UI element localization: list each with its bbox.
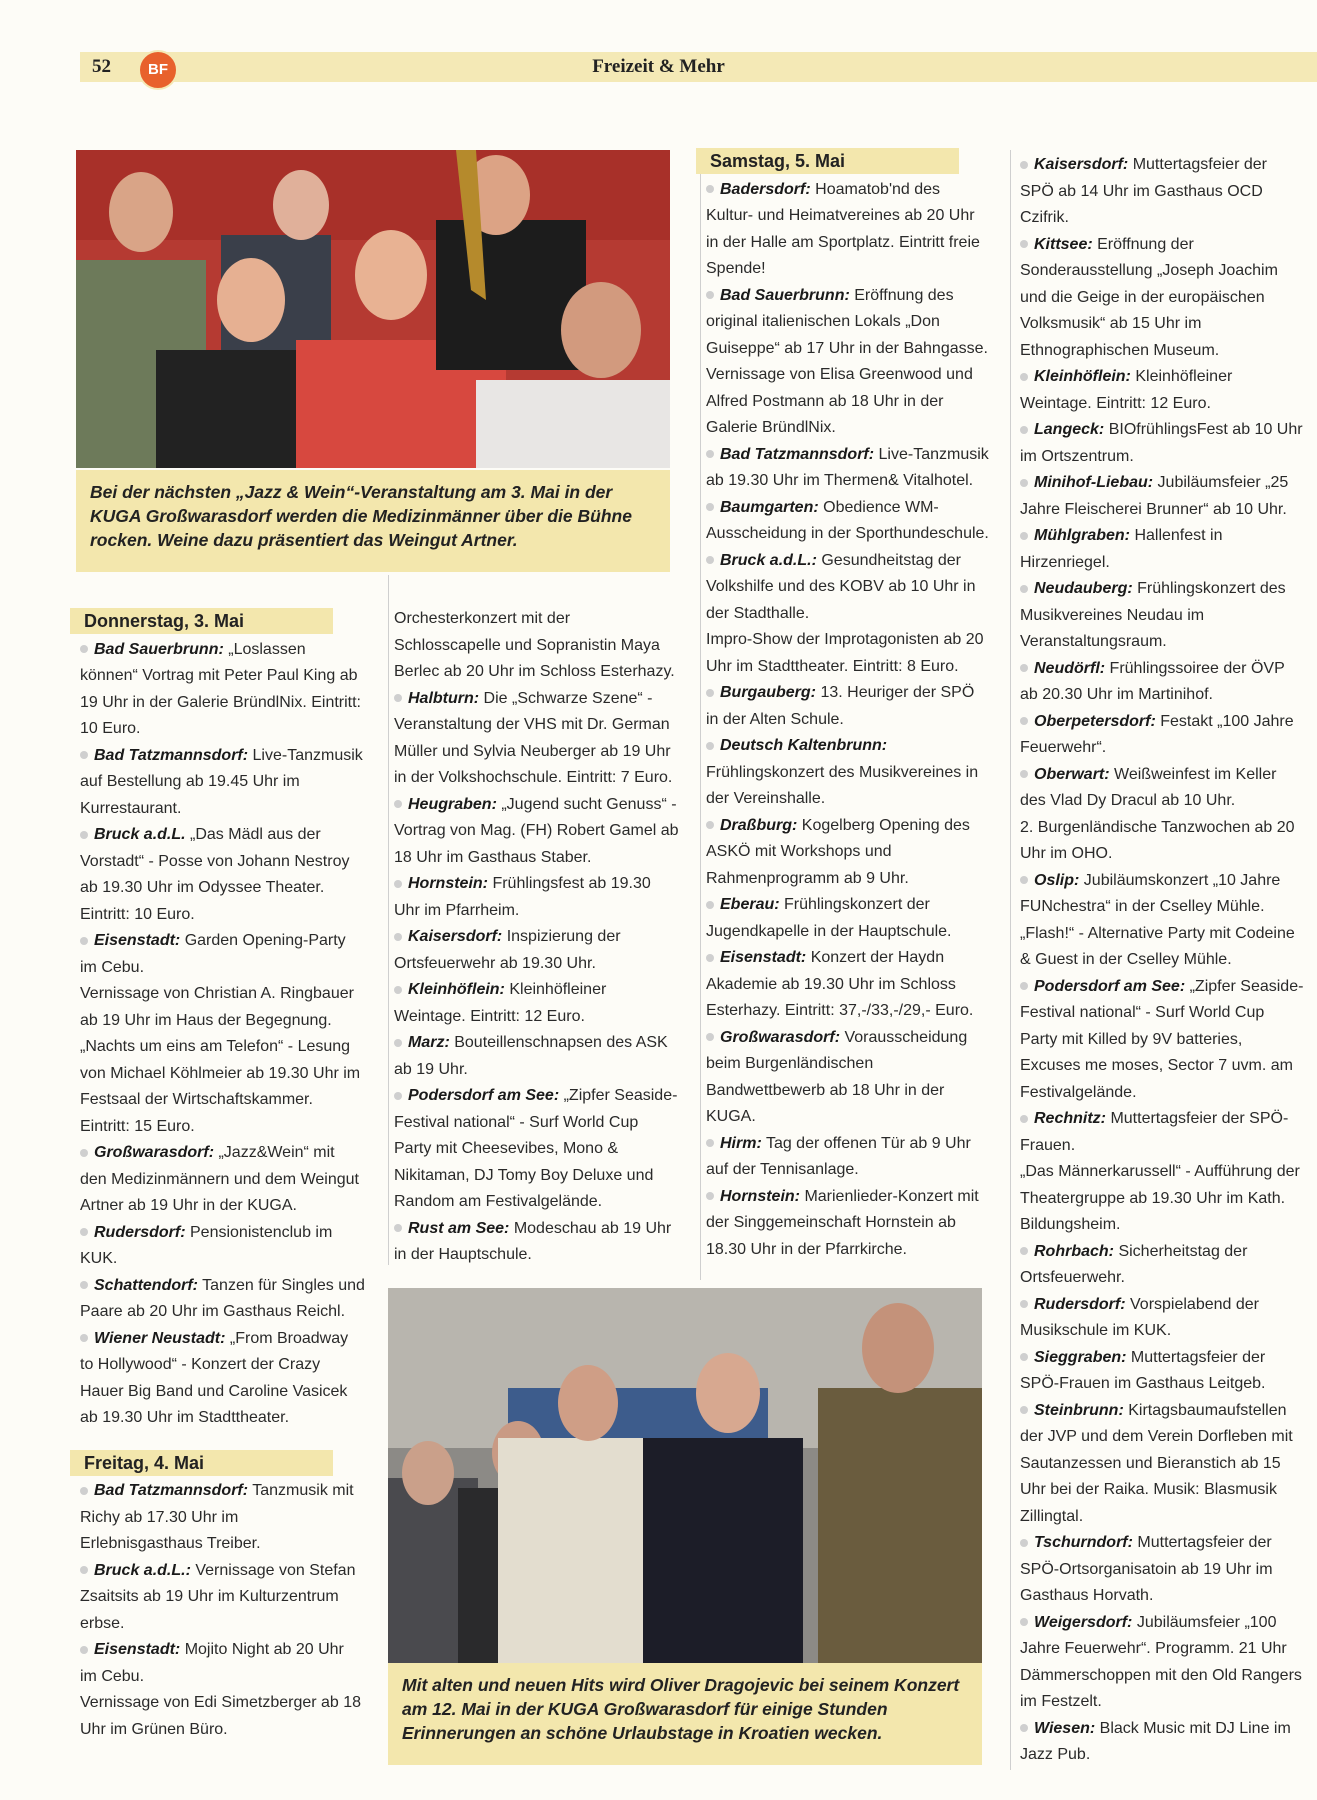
event-text: Pensionistenclub im KUK. (80, 1223, 333, 1267)
event-text: Tag der offenen Tür ab 9 Uhr auf der Tennisanlage. (706, 1134, 971, 1178)
event-place: Langeck: (1034, 421, 1105, 438)
event-text: Vernissage von Edi Simetzberger ab 18 Uhr im Grünen Büro. (80, 1694, 362, 1738)
event-entry (394, 924, 679, 977)
event-entry (80, 1326, 365, 1432)
event-place: Bruck a.d.L.: (94, 1561, 191, 1579)
bullet-dot-icon (1020, 770, 1028, 778)
band-photo-1 (76, 150, 670, 468)
event-place: Tschurndorf: (1034, 1534, 1133, 1551)
bullet-dot-icon (1020, 479, 1028, 487)
event-place: Schattendorf: (94, 1276, 198, 1294)
event-entry (80, 1690, 365, 1743)
event-place: Rudersdorf: (1034, 1295, 1126, 1313)
event-entry (394, 792, 679, 872)
event-text: 2. Burgenländische Tanzwochen ab 20 Uhr im OHO. (1020, 818, 1295, 862)
event-entry (394, 1216, 679, 1269)
event-text: Gesundheitstag der Volkshilfe und des KOBV ab 10 Uhr in der Stadthalle. (706, 551, 976, 622)
events-column-1 (80, 608, 365, 1743)
events-column-3 (706, 148, 991, 1263)
event-text: „Das Mädl aus der Vorstadt“ - Posse von Johann Nestroy ab 19.30 Uhr im Odyssee Theater. Eintritt: 10 Euro. (80, 826, 350, 923)
event-text: Die „Schwarze Szene“ - Veranstaltung der VHS mit Dr. German Müller und Sylvia Neuberger ab 19 Uhr in der Volkshochschule. Eintritt: 7 Euro. (394, 689, 673, 786)
event-text: Frühlingskonzert des Musikvereines Neudau im Veranstaltungsraum. (1020, 580, 1286, 650)
bullet-dot-icon (394, 1039, 402, 1047)
bullet-dot-icon (394, 986, 402, 994)
event-place: Weigersdorf: (1034, 1613, 1133, 1631)
event-place: Hornstein: (408, 875, 488, 892)
event-entry (1020, 1716, 1305, 1769)
event-entry (1020, 762, 1305, 815)
event-entry (394, 606, 679, 686)
bullet-dot-icon (394, 1092, 402, 1100)
event-place: Podersdorf am See: (408, 1087, 560, 1104)
bullet-dot-icon (80, 1646, 88, 1654)
event-entry (1020, 576, 1305, 656)
event-text: Muttertagsfeier der SPÖ-Ortsorganisatoin ab 19 Uhr im Gasthaus Horvath. (1020, 1534, 1273, 1604)
event-entry (706, 680, 991, 733)
event-entry (394, 686, 679, 792)
photo-2-caption: Mit alten und neuen Hits wird Oliver Dragojevic bei seinem Konzert am 12. Mai in der KUGA Großwarasdorf für einige Stunden Erinnerungen an schöne Urlaubstage in Kroatien wecken. (388, 1663, 982, 1765)
event-text: Hallenfest in Hirzenriegel. (1020, 527, 1223, 571)
bullet-dot-icon (706, 821, 714, 829)
bullet-dot-icon (706, 503, 714, 511)
bullet-dot-icon (394, 694, 402, 702)
event-entry (1020, 709, 1305, 762)
event-text: Eröffnung des original italienischen Lokals „Don Guiseppe“ ab 17 Uhr in der Bahngasse. (706, 286, 988, 357)
event-text: Kogelberg Opening des ASKÖ mit Workshops und Rahmenprogramm ab 9 Uhr. (706, 816, 970, 887)
bullet-dot-icon (80, 1334, 88, 1342)
event-text: Frühlingssoiree der ÖVP ab 20.30 Uhr im Martinihof. (1020, 659, 1285, 703)
section-title: Freizeit & Mehr (592, 56, 725, 77)
event-place: Marz: (408, 1034, 450, 1051)
event-place: Kleinhöflein: (1034, 368, 1131, 385)
event-entry (1020, 1345, 1305, 1398)
event-entry (706, 177, 991, 283)
event-entry (80, 981, 365, 1034)
event-text: Black Music mit DJ Line im Jazz Pub. (1020, 1719, 1291, 1763)
event-place: Oberwart: (1034, 765, 1110, 783)
events-column-4 (1020, 152, 1305, 1769)
event-place: Bad Tatzmannsdorf: (720, 445, 875, 463)
event-text: Vorausscheidung beim Burgenländischen Bandwettbewerb ab 18 Uhr in der KUGA. (706, 1028, 968, 1125)
event-entry (80, 928, 365, 981)
event-text: Konzert der Haydn Akademie ab 19.30 Uhr im Schloss Esterhazy. Eintritt: 37,-/33,-/29,- Euro. (706, 949, 974, 1019)
event-place: Bruck a.d.L.: (720, 551, 817, 569)
event-text: „Zipfer Seaside-Festival national“ - Surf World Cup Party mit Killed by 9V batteries, Excuses me moses, Sector 7 uvm. am Festivalgelände. (1020, 977, 1304, 1101)
event-place: Badersdorf: (720, 180, 811, 198)
event-entry (80, 1273, 365, 1326)
event-entry (80, 1220, 365, 1273)
bullet-dot-icon (706, 1139, 714, 1147)
event-place: Großwarasdorf: (94, 1144, 215, 1161)
event-entry (1020, 1106, 1305, 1159)
column-divider (700, 150, 701, 1280)
event-place: Rudersdorf: (94, 1223, 186, 1241)
day-heading: Samstag, 5. Mai (696, 148, 959, 174)
event-entry (1020, 1530, 1305, 1610)
event-entry (706, 1025, 991, 1131)
bullet-dot-icon (1020, 373, 1028, 381)
event-entry (1020, 815, 1305, 868)
bullet-dot-icon (1020, 532, 1028, 540)
event-place: Heugraben: (408, 795, 497, 813)
bullet-dot-icon (80, 831, 88, 839)
event-place: Draßburg: (720, 816, 798, 834)
event-text: Impro-Show der Improtagonisten ab 20 Uhr im Stadttheater. Eintritt: 8 Euro. (706, 631, 984, 675)
event-text: Vernissage von Elisa Greenwood und Alfred Postmann ab 18 Uhr in der Galerie BründlNix. (706, 366, 973, 436)
event-entry (1020, 364, 1305, 417)
event-text: Frühlingskonzert des Musikvereines in der Vereinshalle. (706, 763, 979, 807)
event-entry (706, 1131, 991, 1184)
event-place: Eisenstadt: (94, 932, 181, 949)
event-text: Jubiläumsfeier „100 Jahre Feuerwehr“. Programm. 21 Uhr Dämmerschoppen mit den Old Rangers im Festzelt. (1020, 1613, 1302, 1710)
event-entry (1020, 656, 1305, 709)
event-entry (1020, 152, 1305, 232)
event-entry (1020, 232, 1305, 365)
event-entry (706, 945, 991, 1025)
event-entry (80, 1478, 365, 1558)
event-text: Muttertagsfeier der SPÖ-Frauen. (1020, 1110, 1289, 1154)
bullet-dot-icon (80, 1566, 88, 1574)
event-place: Kleinhöflein: (408, 981, 505, 998)
event-entry (706, 1184, 991, 1264)
event-entry (394, 1083, 679, 1216)
bullet-dot-icon (706, 954, 714, 962)
event-text: „Loslassen können“ Vortrag mit Peter Paul King ab 19 Uhr in der Galerie BründlNix. Eintritt: 10 Euro. (80, 640, 361, 737)
event-text: Kleinhöfleiner Weintage. Eintritt: 12 Euro. (1020, 368, 1233, 412)
event-entry (394, 1030, 679, 1083)
event-entry (1020, 417, 1305, 470)
event-place: Neudauberg: (1034, 580, 1133, 597)
bullet-dot-icon (706, 291, 714, 299)
page-number: 52 (92, 56, 111, 77)
event-place: Eisenstadt: (720, 949, 807, 966)
event-text: Mojito Night ab 20 Uhr im Cebu. (80, 1641, 344, 1685)
event-entry (706, 442, 991, 495)
event-text: Obedience WM-Ausscheidung in der Sporthundeschule. (706, 498, 989, 542)
event-text: „Flash!“ - Alternative Party mit Codeine & Guest in der Cselley Mühle. (1020, 924, 1295, 968)
event-text: „Zipfer Seaside-Festival national“ - Surf World Cup Party mit Cheesevibes, Mono & Nikitaman, DJ Tomy Boy Deluxe und Random am Festivalgelände. (394, 1087, 678, 1210)
event-place: Rust am See: (408, 1219, 510, 1237)
event-text: Tanzen für Singles und Paare ab 20 Uhr im Gasthaus Reichl. (80, 1276, 365, 1320)
bullet-dot-icon (1020, 1724, 1028, 1732)
events-column-2 (394, 606, 679, 1269)
event-entry (80, 1140, 365, 1220)
bullet-dot-icon (1020, 876, 1028, 884)
bullet-dot-icon (706, 689, 714, 697)
event-entry (1020, 523, 1305, 576)
event-text: „Jazz&Wein“ mit den Medizinmännern und dem Weingut Artner ab 19 Uhr in der KUGA. (80, 1144, 359, 1214)
event-entry (1020, 1610, 1305, 1716)
event-place: Deutsch Kaltenbrunn: (720, 737, 888, 754)
bullet-dot-icon (1020, 664, 1028, 672)
bullet-dot-icon (1020, 1300, 1028, 1308)
bullet-dot-icon (706, 742, 714, 750)
bullet-dot-icon (706, 1033, 714, 1041)
bullet-dot-icon (80, 645, 88, 653)
bullet-dot-icon (1020, 240, 1028, 248)
event-place: Mühlgraben: (1034, 527, 1130, 544)
event-text: Jubiläumskonzert „10 Jahre FUNchestra“ in der Cselley Mühle. (1020, 871, 1281, 915)
event-entry (80, 822, 365, 928)
bullet-dot-icon (1020, 1618, 1028, 1626)
event-text: Eröffnung der Sonderausstellung „Joseph Joachim und die Geige in der europäischen Volksmusik“ ab 15 Uhr im Ethnographischen Museum. (1020, 235, 1278, 359)
event-text: BIOfrühlingsFest ab 10 Uhr im Ortszentrum. (1020, 421, 1303, 465)
event-place: Baumgarten: (720, 498, 819, 516)
bullet-dot-icon (1020, 982, 1028, 990)
bullet-dot-icon (706, 1192, 714, 1200)
event-text: Bouteillenschnapsen des ASK ab 19 Uhr. (394, 1034, 668, 1078)
bullet-dot-icon (706, 185, 714, 193)
event-text: Kleinhöfleiner Weintage. Eintritt: 12 Euro. (394, 981, 607, 1025)
bullet-dot-icon (80, 751, 88, 759)
event-text: Inspizierung der Ortsfeuerwehr ab 19.30 Uhr. (394, 928, 621, 972)
event-text: Muttertagsfeier der SPÖ ab 14 Uhr im Gasthaus OCD Czifrik. (1020, 156, 1267, 226)
event-place: Wiener Neustadt: (94, 1329, 226, 1347)
event-entry (80, 1034, 365, 1140)
event-entry (1020, 1159, 1305, 1239)
event-text: „From Broadway to Hollywood“ - Konzert der Crazy Hauer Big Band und Caroline Vasicek ab 19.30 Uhr im Stadttheater. (80, 1329, 349, 1426)
bullet-dot-icon (80, 1487, 88, 1495)
event-place: Bad Tatzmannsdorf: (94, 746, 249, 764)
event-place: Steinbrunn: (1034, 1401, 1124, 1419)
event-text: Modeschau ab 19 Uhr in der Hauptschule. (394, 1219, 672, 1263)
event-entry (706, 495, 991, 548)
event-entry (80, 1637, 365, 1690)
event-place: Kittsee: (1034, 235, 1093, 253)
event-place: Bruck a.d.L. (94, 826, 186, 843)
event-text: Tanzmusik mit Richy ab 17.30 Uhr im Erlebnisgasthaus Treiber. (80, 1482, 354, 1552)
event-entry (706, 362, 991, 442)
event-place: Rohrbach: (1034, 1242, 1114, 1260)
bullet-dot-icon (80, 1281, 88, 1289)
event-text: Orchesterkonzert mit der Schlosscapelle und Sopranistin Maya Berlec ab 20 Uhr im Schloss Esterhazy. (394, 610, 675, 680)
bullet-dot-icon (1020, 161, 1028, 169)
event-entry (394, 977, 679, 1030)
bullet-dot-icon (80, 937, 88, 945)
bullet-dot-icon (706, 450, 714, 458)
bullet-dot-icon (1020, 717, 1028, 725)
bullet-dot-icon (394, 1224, 402, 1232)
event-place: Oslip: (1034, 871, 1080, 889)
column-divider (388, 575, 389, 1265)
event-place: Bad Sauerbrunn: (94, 640, 224, 658)
bullet-dot-icon (1020, 1247, 1028, 1255)
event-entry (1020, 1398, 1305, 1531)
event-place: Bad Tatzmannsdorf: (94, 1482, 249, 1499)
event-text: 13. Heuriger der SPÖ in der Alten Schule. (706, 684, 975, 728)
bullet-dot-icon (394, 933, 402, 941)
event-entry (1020, 470, 1305, 523)
event-text: Festakt „100 Jahre Feuerwehr“. (1020, 712, 1294, 756)
event-entry (706, 283, 991, 363)
event-text: Sicherheitstag der Ortsfeuerwehr. (1020, 1242, 1248, 1286)
event-place: Rechnitz: (1034, 1110, 1106, 1127)
event-entry (394, 871, 679, 924)
day-heading: Freitag, 4. Mai (70, 1450, 333, 1476)
event-entry (706, 733, 991, 813)
event-entry (706, 892, 991, 945)
bullet-dot-icon (706, 901, 714, 909)
event-place: Eberau: (720, 896, 780, 913)
event-entry (1020, 921, 1305, 974)
event-text: Frühlingsfest ab 19.30 Uhr im Pfarrheim. (394, 875, 651, 919)
event-text: Vernissage von Stefan Zsaitsits ab 19 Uhr im Kulturzentrum erbse. (80, 1561, 356, 1632)
band-photo-2 (388, 1288, 982, 1663)
event-entry (80, 1558, 365, 1638)
bullet-dot-icon (1020, 1406, 1028, 1414)
event-text: Vorspielabend der Musikschule im KUK. (1020, 1295, 1259, 1339)
bullet-dot-icon (1020, 426, 1028, 434)
event-place: Podersdorf am See: (1034, 977, 1186, 995)
event-place: Neudörfl: (1034, 659, 1106, 677)
event-text: Kirtagsbaumaufstellen der JVP und dem Verein Dorfleben mit Sautanzessen und Bieranstich ab 15 Uhr bei der Raika. Musik: Blasmusik Zillingtal. (1020, 1401, 1293, 1525)
event-text: Garden Opening-Party im Cebu. (80, 932, 346, 976)
column-divider (1010, 150, 1011, 1770)
bullet-dot-icon (1020, 585, 1028, 593)
event-place: Burgauberg: (720, 684, 816, 701)
bullet-dot-icon (706, 556, 714, 564)
event-place: Kaisersdorf: (408, 928, 503, 945)
bullet-dot-icon (80, 1149, 88, 1157)
event-place: Halbturn: (408, 689, 480, 707)
event-place: Hirm: (720, 1134, 762, 1152)
bullet-dot-icon (80, 1228, 88, 1236)
event-text: Jubiläumsfeier „25 Jahre Fleischerei Brunner“ ab 10 Uhr. (1020, 474, 1289, 518)
event-text: „Nachts um eins am Telefon“ - Lesung von Michael Köhlmeier ab 19.30 Uhr im Festsaal der Wirtschaftskammer. Eintritt: 15 Euro. (80, 1038, 361, 1135)
event-place: Minihof-Liebau: (1034, 474, 1154, 491)
photo-1-caption: Bei der nächsten „Jazz & Wein“-Veranstaltung am 3. Mai in der KUGA Großwarasdorf werden die Medizinmänner über die Bühne rocken. Weine dazu präsentiert das Weingut Artner. (76, 470, 670, 572)
event-place: Eisenstadt: (94, 1641, 181, 1658)
bullet-dot-icon (1020, 1539, 1028, 1547)
event-place: Wiesen: (1034, 1719, 1096, 1737)
bullet-dot-icon (1020, 1115, 1028, 1123)
event-text: „Das Männerkarussell“ - Aufführung der Theatergruppe ab 19.30 Uhr im Kath. Bildungsheim. (1020, 1163, 1300, 1233)
event-entry (80, 637, 365, 743)
event-entry (1020, 974, 1305, 1107)
event-entry (1020, 1292, 1305, 1345)
day-heading: Donnerstag, 3. Mai (70, 608, 333, 634)
event-place: Großwarasdorf: (720, 1028, 841, 1046)
event-text: Hoamatob'nd des Kultur- und Heimatvereines ab 20 Uhr in der Halle am Sportplatz. Eintritt freie Spende! (706, 180, 980, 277)
event-text: „Jugend sucht Genuss“ - Vortrag von Mag. (FH) Robert Gamel ab 18 Uhr im Gasthaus Staber. (394, 795, 679, 866)
event-text: Vernissage von Christian A. Ringbauer ab 19 Uhr im Haus der Begegnung. (80, 985, 354, 1029)
event-place: Kaisersdorf: (1034, 156, 1129, 173)
event-place: Sieggraben: (1034, 1348, 1127, 1366)
event-entry (706, 627, 991, 680)
event-text: Marienlieder-Konzert mit der Singgemeinschaft Hornstein ab 18.30 Uhr in der Pfarrkirche. (706, 1187, 979, 1258)
event-text: Live-Tanzmusik auf Bestellung ab 19.45 Uhr im Kurrestaurant. (80, 746, 363, 817)
event-entry (1020, 868, 1305, 921)
event-place: Oberpetersdorf: (1034, 712, 1156, 730)
event-entry (706, 548, 991, 628)
event-text: Weißweinfest im Keller des Vlad Dy Dracul ab 10 Uhr. (1020, 765, 1277, 809)
event-text: Frühlingskonzert der Jugendkapelle in der Hauptschule. (706, 896, 952, 940)
bf-logo-icon: BF (138, 50, 178, 90)
event-place: Hornstein: (720, 1187, 800, 1205)
bullet-dot-icon (1020, 1353, 1028, 1361)
event-place: Bad Sauerbrunn: (720, 286, 850, 304)
bullet-dot-icon (394, 880, 402, 888)
event-entry (80, 743, 365, 823)
bullet-dot-icon (394, 800, 402, 808)
event-entry (1020, 1239, 1305, 1292)
event-text: Muttertagsfeier der SPÖ-Frauen im Gasthaus Leitgeb. (1020, 1348, 1266, 1392)
event-text: Live-Tanzmusik ab 19.30 Uhr im Thermen& Vitalhotel. (706, 445, 989, 489)
event-entry (706, 813, 991, 893)
